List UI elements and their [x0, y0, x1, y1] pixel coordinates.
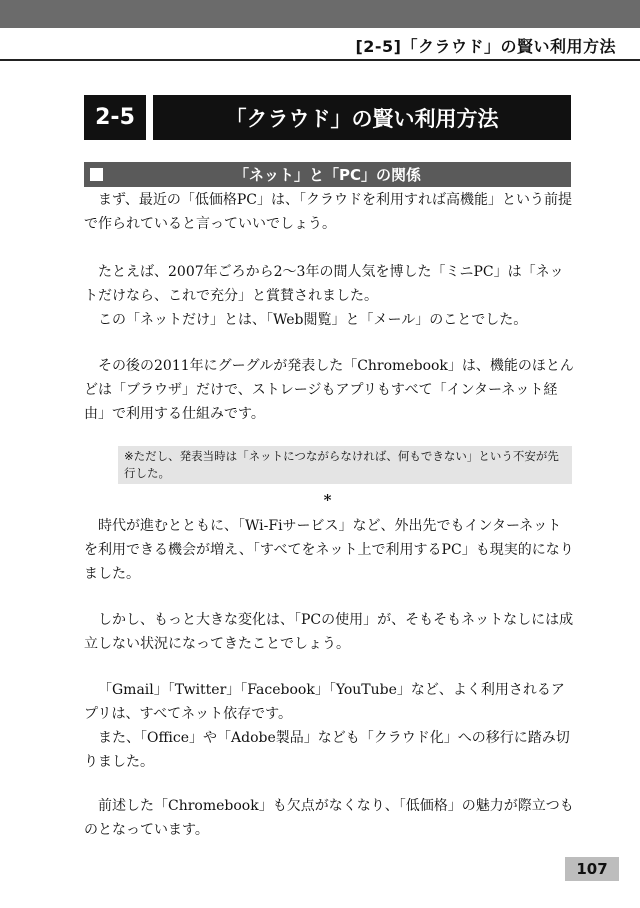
subheading-bar	[84, 162, 571, 187]
paragraph-block-2	[84, 260, 574, 332]
paragraph: その後の2011年にグーグルが発表した「Chromebook」は、機能のほとんどは「ブラウザ」だけで、ストレージもアプリもすべて「インターネット経由」で利用する仕組みです。	[84, 358, 574, 422]
note-box: ※ただし、発表当時は「ネットにつながらなければ、何もできない」という不安が先行した。	[118, 446, 572, 484]
top-band	[0, 0, 640, 28]
paragraph: たとえば、2007年ごろから2～3年の間人気を博した「ミニPC」は「ネットだけなら、これで充分」と賞賛されました。	[84, 264, 564, 304]
header-rule	[0, 59, 640, 61]
section-divider-asterisk: *	[323, 491, 332, 509]
paragraph: また、「Office」や「Adobe製品」なども「クラウド化」への移行に踏み切りました。	[84, 730, 570, 770]
paragraph: 「Gmail」「Twitter」「Facebook」「YouTube」など、よく利用されるアプリは、すべてネット依存です。	[84, 682, 565, 722]
square-bullet-icon	[90, 168, 103, 181]
paragraph-block-5	[84, 608, 574, 656]
running-head: [2-5]「クラウド」の賢い利用方法	[355, 37, 616, 56]
paragraph: まず、最近の「低価格PC」は、「クラウドを利用すれば高機能」という前提で作られていると言っていいでしょう。	[84, 192, 573, 232]
paragraph-block-1	[84, 188, 574, 236]
section-number: 2-5	[84, 95, 146, 140]
paragraph-block-4	[84, 514, 574, 586]
subheading: 「ネット」と「PC」の関係	[233, 166, 421, 184]
page-number: 107	[565, 857, 619, 881]
paragraph: 時代が進むとともに、「Wi-Fiサービス」など、外出先でもインターネットを利用できる機会が増え、「すべてをネット上で利用するPC」も現実的になりました。	[84, 518, 574, 582]
paragraph: 前述した「Chromebook」も欠点がなくなり、「低価格」の魅力が際立つものとなっています。	[84, 798, 574, 838]
paragraph: この「ネットだけ」とは、「Web閲覧」と「メール」のことでした。	[98, 312, 528, 328]
paragraph-block-6	[84, 678, 574, 774]
paragraph-block-7	[84, 794, 574, 842]
paragraph-block-3	[84, 354, 574, 426]
section-title: 「クラウド」の賢い利用方法	[153, 95, 571, 140]
paragraph: しかし、もっと大きな変化は、「PCの使用」が、そもそもネットなしには成立しない状況になってきたことでしょう。	[84, 612, 574, 652]
